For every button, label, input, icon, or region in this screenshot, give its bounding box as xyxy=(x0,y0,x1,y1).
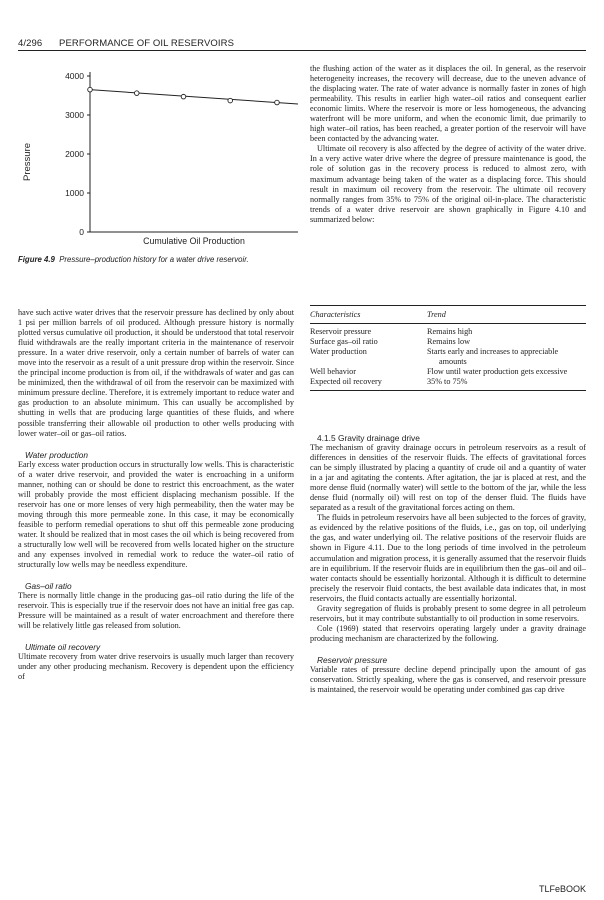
data-point xyxy=(275,100,280,105)
right-paragraph-2: Ultimate oil recovery is also affected by the degree of activity of the water drive. In a very active water drive where the degree of pressure maintenance is good, the role of solution gas in the recovery process is reduced to almost zero, with maximum advantage being taken of the water as a displacing force. This should result in maximum oil recovery from the reservoir. The ultimate oil recovery normally ranges from 35% to 75% of the original oil-in-place. The characteristic trends of a water drive reservoir are shown graphically in Figure 4.10 and summarized below: xyxy=(310,144,586,224)
subhead-reservoir-pressure: Reservoir pressure xyxy=(317,654,388,665)
table-header-characteristics: Characteristics xyxy=(310,310,361,319)
left-column-text xyxy=(18,308,294,682)
y-tick-label: 3000 xyxy=(65,110,84,120)
table-row xyxy=(310,327,586,337)
y-tick-label: 0 xyxy=(79,227,84,237)
table-row xyxy=(310,377,586,387)
y-tick-label: 1000 xyxy=(65,188,84,198)
figure-label: Figure 4.9 xyxy=(18,255,55,264)
chart-axes xyxy=(90,72,298,232)
right-column-bottom xyxy=(310,433,586,695)
table-cell: Remains high xyxy=(427,327,473,336)
table-row xyxy=(310,337,586,347)
y-tick-label: 4000 xyxy=(65,71,84,81)
right-paragraph-1: the flushing action of the water as it displaces the oil. In general, as the reservoir heterogeneity increases, the recovery will decrease, due to the uneven advance of the displacing water. The rate of water advance is normally faster in zones of high permeability. This results in earlier high water–oil ratios and consequent earlier economic limits. Where the reservoir is more or less homogeneous, the advancing waterfront will be more uniform, and when the economic limit, due primarily to high water–oil ratios, has been reached, a greater portion of the reservoir will have been contacted by the advancing water. xyxy=(310,64,586,144)
pressure-trend-line xyxy=(90,90,298,104)
left-paragraph-4: Ultimate recovery from water drive reservoirs is usually much larger than recovery under any other producing mechanism. Recovery is dependent upon the efficiency of xyxy=(18,652,294,682)
right-paragraph-7: Variable rates of pressure decline depend principally upon the amount of gas conservation. Strictly speaking, where the gas is conserved, and reservoir pressure is maintained, the reservoir would be operating under combined gas cap drive xyxy=(310,664,586,695)
header-rule xyxy=(18,50,586,51)
table-cell: Well behavior xyxy=(310,367,356,376)
chart-ticks xyxy=(65,71,90,237)
figure-caption-text: Pressure–production history for a water drive reservoir. xyxy=(59,255,249,264)
left-paragraph-3: There is normally little change in the producing gas–oil ratio during the life of the reservoir. This is especially true if the reservoir does not have an initial free gas cap. Pressure will be maintained as a result of water encroachment and therefore there will be relatively little gas released from solution. xyxy=(18,591,294,631)
footer-text: TLFeBOOK xyxy=(538,884,586,894)
trend-table xyxy=(310,305,586,391)
table-cell: Reservoir pressure xyxy=(310,327,372,336)
subhead-gas-oil-ratio: Gas–oil ratio xyxy=(25,581,72,592)
right-column-top xyxy=(310,64,586,225)
right-paragraph-4: The fluids in petroleum reservoirs have all been subjected to the forces of gravity, as evidenced by the relative positions of the fluids, i.e., gas on top, oil underlying the gas, and water underlying oil. The relative positions of the reservoir fluids are shown in Figure 4.11. Due to the long periods of time involved in the petroleum accumulation and migration process, it is generally assumed that the reservoir fluids are in equilibrium. If the reservoir fluids are in equilibrium then the gas–oil and oil–water contacts should be essentially horizontal. Although it is difficult to determine precisely the reservoir fluid contacts, the best available data indicates that, in most reservoirs, the fluid contacts actually are essentially horizontal. xyxy=(310,513,586,603)
pressure-production-chart xyxy=(18,60,302,250)
table-row xyxy=(310,347,586,367)
data-point xyxy=(88,87,93,92)
table-cell: Water production xyxy=(310,347,367,356)
right-paragraph-5: Gravity segregation of fluids is probably present to some degree in all petroleum reservoirs, but it may contribute substantially to oil production in some reservoirs. xyxy=(310,603,586,623)
page-number: 4/296 xyxy=(18,38,43,49)
table-cell: Starts early and increases to appreciable amounts xyxy=(427,347,559,366)
table-cell: 35% to 75% xyxy=(427,377,468,386)
figure-caption xyxy=(18,255,298,265)
y-axis-label: Pressure xyxy=(22,142,33,182)
right-paragraph-6: Cole (1969) stated that reservoirs operating largely under a gravity drainage producing mechanism are characterized by the following. xyxy=(310,623,586,643)
left-paragraph-2: Early excess water production occurs in structurally low wells. This is characteristic of a water drive reservoir, and provided the water is encroaching in a uniform manner, nothing can or should be done to restrict this encroachment, as the water will probably provide the most efficient displacing mechanism possible. If the reservoir has one or more lenses of very high permeability, then the water may be moving through this more permeable zone. In this case, it may be economically feasible to perform remedial operations to shut off this permeable zone producing water. It should be realized that in most cases the oil which is being recovered from a structurally low well will be recovered from wells located higher on the structure and any expenses involved in remedial work to reduce the water–oil ratio of structurally low wells may be needless expenditure. xyxy=(18,459,294,570)
subhead-ultimate-oil-recovery: Ultimate oil recovery xyxy=(25,642,101,653)
y-tick-label: 2000 xyxy=(65,149,84,159)
table-header-trend: Trend xyxy=(427,310,446,319)
right-paragraph-3: The mechanism of gravity drainage occurs in petroleum reservoirs as a result of differences in densities of the reservoir fluids. The effects of gravitational forces can be simply illustrated by placing a quantity of crude oil and a quantity of water in a jar and agitating the contents. After agitation, the jar is placed at rest, and the more dense fluid (normally water) will settle to the bottom of the jar, while the less dense fluid (normally oil) will rest on top of the denser fluid. The fluids have separated as a result of the gravitational forces acting on them. xyxy=(310,443,586,513)
table-cell: Expected oil recovery xyxy=(310,377,382,386)
running-title: PERFORMANCE OF OIL RESERVOIRS xyxy=(59,38,235,49)
table-cell: Remains low xyxy=(427,337,470,346)
table-row xyxy=(310,367,586,377)
subhead-water-production: Water production xyxy=(25,449,89,460)
x-axis-label: Cumulative Oil Production xyxy=(143,236,245,246)
chart-series xyxy=(88,87,298,104)
data-point xyxy=(181,94,186,99)
data-point xyxy=(134,91,139,96)
table-header xyxy=(310,306,586,324)
running-header xyxy=(18,38,586,49)
table-cell: Flow until water production gets excessive xyxy=(427,367,568,376)
data-point xyxy=(228,98,233,103)
left-paragraph-1: have such active water drives that the reservoir pressure has declined by only about 1 psi per million barrels of oil produced. Although pressure history is normally plotted versus cumulative oil production, it should be understood that total reservoir fluid withdrawals are the really important criteria in the maintenance of reservoir pressure. In a water drive reservoir, only a certain number of barrels of water can move into the reservoir as a result of a unit pressure drop within the reservoir. Since the principal income production is from oil, if the withdrawals of water and gas can be minimized, then the withdrawal of oil from the reservoir can be maximized with minimum pressure decline. Therefore, it is extremely important to reduce water and gas production to an absolute minimum. This can usually be accomplished by shutting in wells that are producing large quantities of these fluids, and where possible transferring their allowable oil production to other wells producing with lower water–oil or gas–oil ratios. xyxy=(18,308,294,438)
section-heading-gravity-drainage: 4.1.5 Gravity drainage drive xyxy=(317,433,420,443)
table-cell: Surface gas–oil ratio xyxy=(310,337,378,346)
